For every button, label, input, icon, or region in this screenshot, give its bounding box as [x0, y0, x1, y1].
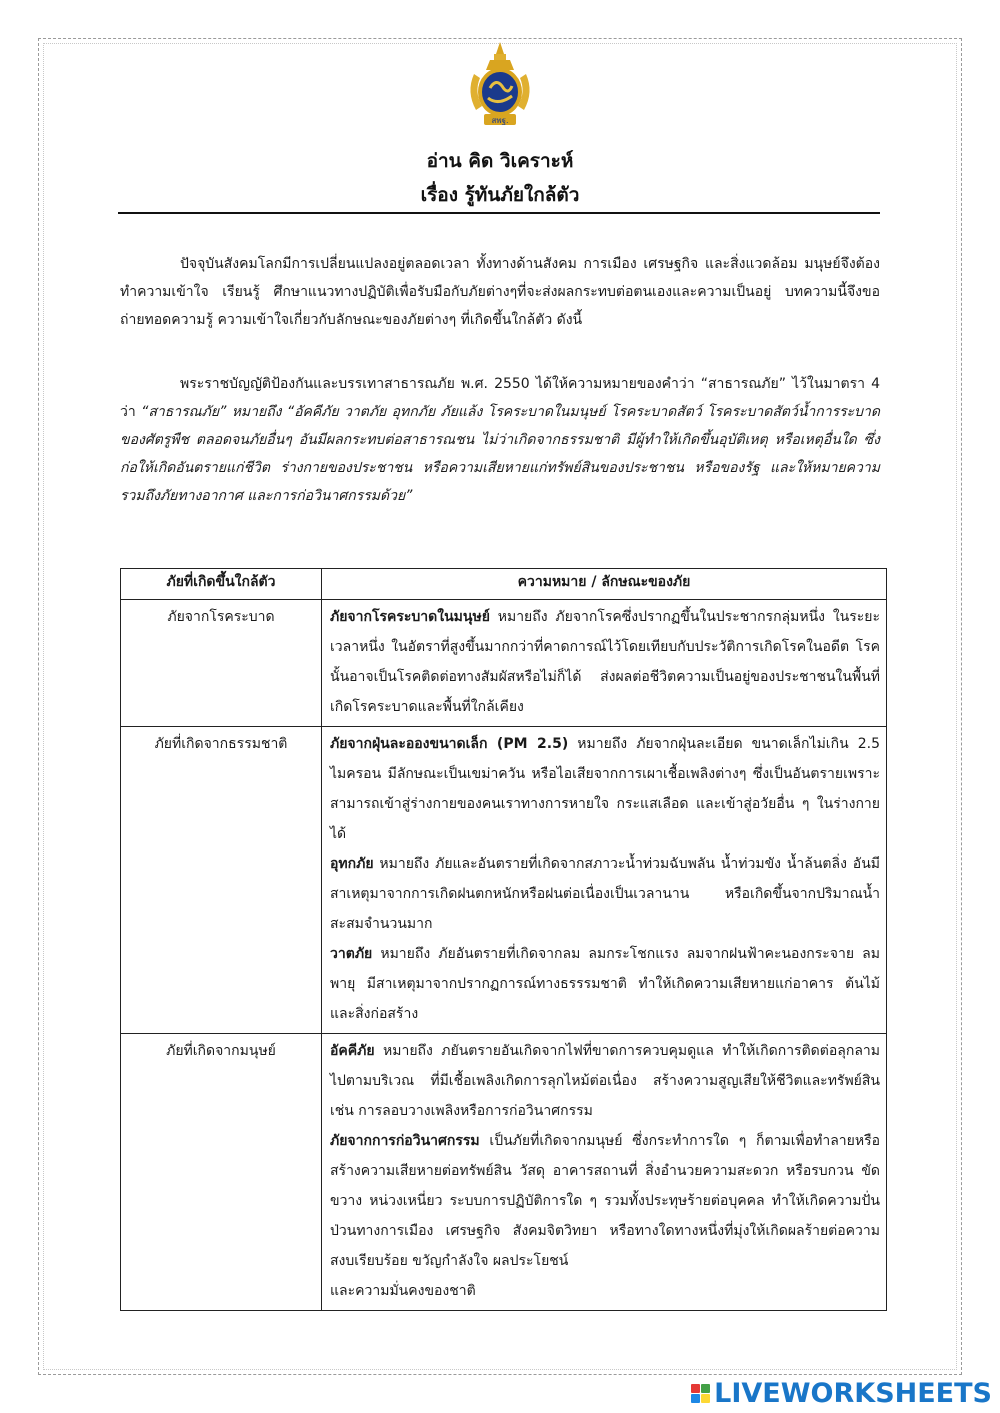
row-category: ภัยที่เกิดจากมนุษย์: [121, 1034, 322, 1311]
intro-paragraph-2: [120, 370, 880, 510]
hazard-item: [330, 1036, 880, 1126]
hazard-item: [330, 602, 880, 722]
intro-paragraph-2-prefix: พระราชบัญญัติป้องกันและบรรเทาสาธารณภัย พ.ศ. 2550 ได้ให้ความหมายของคำว่า “สาธารณภัย” ไว้ในมาตรา 4 ว่า: [120, 376, 880, 420]
table-header-meaning: ความหมาย / ลักษณะของภัย: [322, 569, 887, 600]
hazard-text: หมายถึง ภัยจากฝุ่นละเอียด ขนาดเล็กไม่เกิน 2.5 ไมครอน มีลักษณะเป็นเขม่าควัน หรือไอเสียจากการเผาเชื้อเพลิงต่างๆ ซึ่งเป็นอันตรายเพราะสามารถเข้าสู่ร่างกายของคนเราทางการหายใจ กระแสเลือด และเข้าสู่อวัยอื่น ๆ ในร่างกายได้: [330, 736, 880, 842]
hazard-item: [330, 849, 880, 939]
intro-paragraph-2-definition: หมายถึง “อัคคีภัย วาตภัย อุทกภัย ภัยแล้ง โรคระบาดในมนุษย์ โรคระบาดสัตว์ โรคระบาดสัตว์น้ำการระบาดของศัตรูพืช ตลอดจนภัยอื่นๆ อันมีผลกระทบต่อสาธารณชน ไม่ว่าเกิดจากธรรมชาติ มีผู้ทำให้เกิดขึ้นอุบัติเหตุ หรือเหตุอื่นใด ซึ่งก่อให้เกิดอันตรายแก่ชีวิต ร่างกายของประชาชน หรือความเสียหายแก่ทรัพย์สินของประชาชน หรือของรัฐ และให้หมายความรวมถึงภัยทางอากาศ และการก่อวินาศกรรมด้วย”: [120, 404, 881, 504]
hazard-term: อัคคีภัย: [330, 1043, 375, 1059]
hazard-item: [330, 729, 880, 849]
table-row: [121, 1034, 887, 1311]
hazard-term: วาตภัย: [330, 946, 373, 962]
intro-paragraph-2-term: “สาธารณภัย”: [141, 404, 227, 420]
row-category: ภัยที่เกิดจากธรรมชาติ: [121, 727, 322, 1034]
hazard-term: ภัยจากฝุ่นละอองขนาดเล็ก (PM 2.5): [330, 736, 569, 752]
watermark-text: LIVEWORKSHEETS: [714, 1377, 992, 1409]
hazard-item: [330, 1126, 880, 1276]
intro-paragraph-1: ปัจจุบันสังคมโลกมีการเปลี่ยนแปลงอยู่ตลอดเวลา ทั้งทางด้านสังคม การเมือง เศรษฐกิจ และสิ่งแวดล้อม มนุษย์จึงต้องทำความเข้าใจ เรียนรู้ ศึกษาแนวทางปฏิบัติเพื่อรับมือกับภัยต่างๆที่จะส่งผลกระทบต่อตนเองและความเป็นอยู่ บทความนี้จึงขอถ่ายทอดความรู้ ความเข้าใจเกี่ยวกับลักษณะของภัยต่างๆ ที่เกิดขึ้นใกล้ตัว ดังนี้: [120, 256, 880, 328]
row-category: ภัยจากโรคระบาด: [121, 600, 322, 727]
liveworksheets-logo[interactable]: [691, 1378, 992, 1408]
royal-crest-icon: [464, 40, 536, 128]
hazard-text: หมายถึง ภัยและอันตรายที่เกิดจากสภาวะน้ำท่วมฉับพลัน น้ำท่วมขัง น้ำล้นตลิ่ง อันมีสาเหตุมาจากการเกิดฝนตกหนักหรือฝนต่อเนื่องเป็นเวลานาน หรือเกิดขึ้นจากปริมาณน้ำสะสมจำนวนมาก: [330, 856, 880, 932]
hazard-table: [120, 568, 887, 1311]
hazard-text: เป็นภัยที่เกิดจากมนุษย์ ซึ่งกระทำการใด ๆ ก็ตามเพื่อทำลายหรือสร้างความเสียหายต่อทรัพย์สิน วัสดุ อาคารสถานที่ สิ่งอำนวยความสะดวก หรือรบกวน ขัดขวาง หน่วงเหนี่ยว ระบบการปฏิบัติการใด ๆ รวมทั้งประทุษร้ายต่อบุคคล ทำให้เกิดความปั่นป่วนทางการเมือง เศรษฐกิจ สังคมจิตวิทยา หรือทางใดทางหนึ่งที่มุ่งให้เกิดผลร้ายต่อความสงบเรียบร้อย ขวัญกำลังใจ ผลประโยชน์: [330, 1133, 880, 1269]
hazard-text: หมายถึง ภยันตรายอันเกิดจากไฟที่ขาดการควบคุมดูแล ทำให้เกิดการติดต่อลุกลามไปตามบริเวณ ที่มีเชื้อเพลิงเกิดการลุกไหม้ต่อเนื่อง สร้างความสูญเสียให้ชีวิตและทรัพย์สิน เช่น การลอบวางเพลิงหรือการก่อวินาศกรรม: [330, 1043, 880, 1119]
hazard-term: ภัยจากการก่อวินาศกรรม: [330, 1133, 480, 1149]
table-row: [121, 600, 887, 727]
table-header-row: [121, 569, 887, 600]
hazard-text: หมายถึง ภัยอันตรายที่เกิดจากลม ลมกระโชกแรง ลมจากฝนฟ้าคะนองกระจาย ลมพายุ มีสาเหตุมาจากปรากฏการณ์ทางธรรรมชาติ ทำให้เกิดความเสียหายแก่อาคาร ต้นไม้ และสิ่งก่อสร้าง: [330, 946, 880, 1022]
hazard-term: ภัยจากโรคระบาดในมนุษย์: [330, 609, 490, 625]
hazard-text: หมายถึง ภัยจากโรคซึ่งปรากฏขึ้นในประชากรกลุ่มหนึ่ง ในระยะเวลาหนึ่ง ในอัตราที่สูงขึ้นมากกว่าที่คาดการณ์ไว้โดยเทียบกับประวัติการเกิดโรคในอดีต โรคนั้นอาจเป็นโรคติดต่อทางสัมผัสหรือไม่ก็ได้ ส่งผลต่อชีวิตความเป็นอยู่ของประชาชนในพื้นที่เกิดโรคระบาดและพื้นที่ใกล้เคียง: [330, 609, 880, 715]
table-header-category: ภัยที่เกิดขึ้นใกล้ตัว: [121, 569, 322, 600]
emblem-caption: สพฐ.: [491, 116, 509, 125]
row-description: [322, 1034, 887, 1311]
row-description: [322, 727, 887, 1034]
page-subtitle: เรื่อง รู้ทันภัยใกล้ตัว: [420, 184, 580, 206]
page-title: อ่าน คิด วิเคราะห์: [426, 150, 574, 172]
table-row: [121, 727, 887, 1034]
hazard-term: อุทกภัย: [330, 856, 374, 872]
row-description: [322, 600, 887, 727]
liveworksheets-cube-icon: [691, 1384, 710, 1403]
hazard-item: [330, 939, 880, 1029]
title-divider: [118, 212, 880, 214]
hazard-trailing-line: และความมั่นคงของชาติ: [330, 1283, 476, 1299]
